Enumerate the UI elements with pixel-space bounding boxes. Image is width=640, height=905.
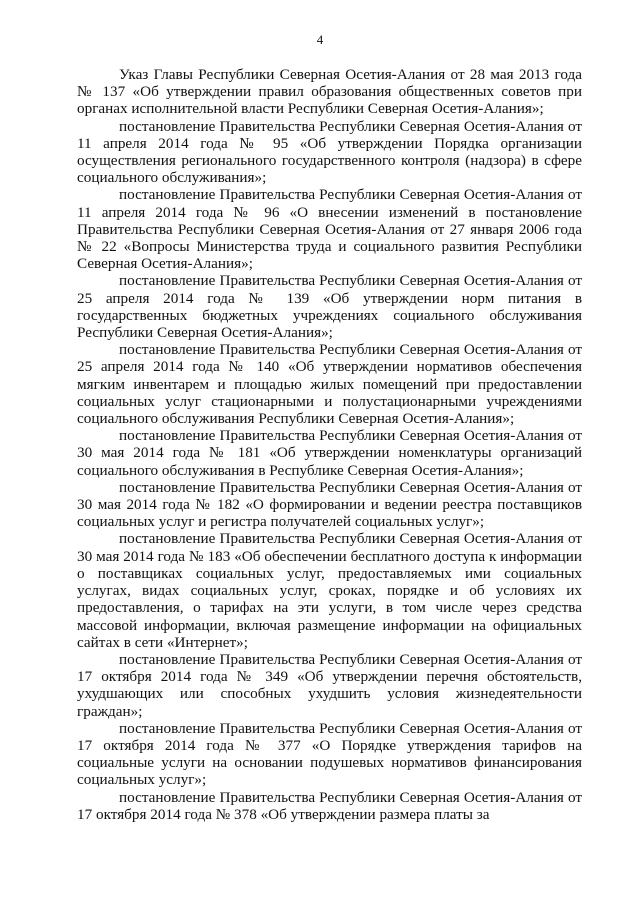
document-body [77, 66, 582, 823]
paragraph-decree-137: Указ Главы Республики Северная Осетия-Алания от 28 мая 2013 года № 137 «Об утверждении правил образования общественных советов при органах исполнительной власти Республики Северная Осетия-Алания»; [77, 66, 582, 118]
paragraph-resolution-95: постановление Правительства Республики Северная Осетия-Алания от 11 апреля 2014 года № 95 «Об утверждении Порядка организации осуществления регионального государственного контроля (надзора) в сфере социального обслуживания»; [77, 117, 582, 187]
paragraph-resolution-349: постановление Правительства Республики Северная Осетия-Алания от 17 октября 2014 года № 349 «Об утверждении перечня обстоятельств, ухудшающих или способных ухудшить условия жизнедеятельности граждан»; [77, 650, 582, 720]
paragraph-resolution-183: постановление Правительства Республики Северная Осетия-Алания от 30 мая 2014 года № 183 «Об обеспечении бесплатного доступа к информации о поставщиках социальных услуг, предоставляемых ими социальных услугах, видах социальных услуг, сроках, порядке и об условиях их предоставления, о тарифах на эти услуги, в том числе через средства массовой информации, включая размещение информации на официальных сайтах в сети «Интернет»; [77, 530, 582, 651]
paragraph-resolution-378: постановление Правительства Республики Северная Осетия-Алания от 17 октября 2014 года № 378 «Об утверждении размера платы за [77, 788, 582, 823]
paragraph-resolution-140: постановление Правительства Республики Северная Осетия-Алания от 25 апреля 2014 года № 140 «Об утверждении нормативов обеспечения мягким инвентарем и площадью жилых помещений при предоставлении социальных услуг стационарными и полустационарными учреждениями социального обслуживания Республики Северная Осетия-Алания»; [77, 341, 582, 428]
paragraph-resolution-377: постановление Правительства Республики Северная Осетия-Алания от 17 октября 2014 года № 377 «О Порядке утверждения тарифов на социальные услуги на основании подушевых нормативов финансирования социальных услуг»; [77, 719, 582, 789]
page-number: 4 [316, 32, 324, 47]
paragraph-resolution-96: постановление Правительства Республики Северная Осетия-Алания от 11 апреля 2014 года № 96 «О внесении изменений в постановление Правительства Республики Северная Осетия-Алания от 27 января 2006 года № 22 «Вопросы Министерства труда и социального развития Республики Северная Осетия-Алания»; [77, 186, 582, 273]
paragraph-resolution-181: постановление Правительства Республики Северная Осетия-Алания от 30 мая 2014 года № 181 «Об утверждении номенклатуры организаций социального обслуживания в Республике Северная Осетия-Алания»; [77, 427, 582, 479]
paragraph-resolution-139: постановление Правительства Республики Северная Осетия-Алания от 25 апреля 2014 года № 139 «Об утверждении норм питания в государственных бюджетных учреждениях социального обслуживания Республики Северная Осетия-Алания»; [77, 272, 582, 342]
paragraph-resolution-182: постановление Правительства Республики Северная Осетия-Алания от 30 мая 2014 года № 182 «О формировании и ведении реестра поставщиков социальных услуг и регистра получателей социальных услуг»; [77, 478, 582, 531]
